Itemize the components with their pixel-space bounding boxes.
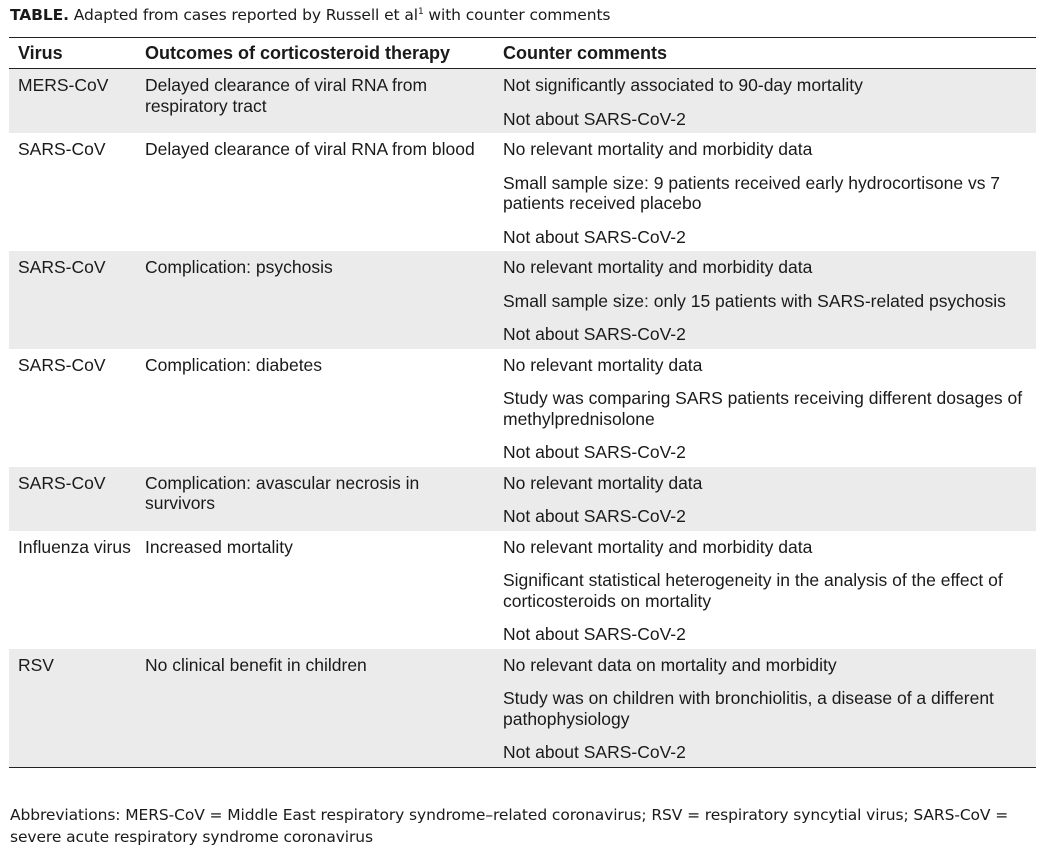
- comment-item: No relevant mortality and morbidity data: [503, 139, 813, 159]
- comment-item: Small sample size: only 15 patients with SARS-related psychosis: [503, 290, 1006, 311]
- comment-item: Not about SARS-CoV-2: [503, 506, 686, 526]
- table-row: [9, 467, 1036, 531]
- cell-outcome: Complication: psychosis: [145, 257, 333, 277]
- comment-item: Study was on children with bronchiolitis, a disease of a different pathophysiology: [503, 688, 994, 729]
- comment-item: No relevant mortality data: [503, 472, 703, 493]
- comment-item: Not about SARS-CoV-2: [503, 624, 686, 644]
- cell-virus: Influenza virus: [18, 536, 131, 557]
- cell-comments: [493, 467, 1036, 531]
- cell-virus: SARS-CoV: [18, 472, 106, 493]
- header-counter-comments: Counter comments: [503, 42, 668, 63]
- cell-virus: SARS-CoV: [18, 354, 106, 375]
- comment-item: No relevant mortality and morbidity data: [503, 536, 813, 557]
- cell-comments: [493, 133, 1036, 251]
- comment-item: Significant statistical heterogeneity in the analysis of the effect of corticosteroids on mortality: [503, 570, 1003, 611]
- comment-item: No relevant mortality data: [503, 354, 703, 375]
- comment-item: Not significantly associated to 90-day mortality: [503, 75, 863, 95]
- cell-comments: [493, 649, 1036, 767]
- data-table: [9, 37, 1036, 768]
- table-row: [9, 251, 1036, 349]
- cell-comments: [493, 349, 1036, 467]
- caption-label: TABLE.: [10, 6, 69, 24]
- table-row: [9, 69, 1036, 133]
- abbreviations-footnote: Abbreviations: MERS-CoV = Middle East respiratory syndrome–related coronavirus; RSV = respiratory syncytial virus; SARS-CoV = severe acute respiratory syndrome coronavirus: [10, 806, 1009, 846]
- comment-item: No relevant data on mortality and morbidity: [503, 654, 837, 675]
- cell-virus: MERS-CoV: [18, 75, 109, 95]
- table-row: [9, 349, 1036, 467]
- comment-item: Not about SARS-CoV-2: [503, 324, 686, 344]
- table-row: [9, 133, 1036, 251]
- cell-comments: [493, 251, 1036, 349]
- comment-item: Small sample size: 9 patients received early hydrocortisone vs 7 patients received placebo: [503, 172, 1001, 213]
- cell-virus: SARS-CoV: [18, 139, 106, 159]
- table-header: [9, 38, 1036, 69]
- caption-suffix: with counter comments: [423, 6, 611, 24]
- cell-outcome: Delayed clearance of viral RNA from blood: [145, 139, 475, 159]
- comment-item: Study was comparing SARS patients receiving different dosages of methylprednisolone: [503, 388, 1023, 429]
- caption-reference: 1: [417, 7, 424, 17]
- cell-comments: [493, 69, 1036, 133]
- comment-item: No relevant mortality and morbidity data: [503, 257, 813, 277]
- table-row: [9, 649, 1036, 767]
- comment-item: Not about SARS-CoV-2: [503, 442, 686, 462]
- cell-comments: [493, 531, 1036, 649]
- header-outcomes: Outcomes of corticosteroid therapy: [145, 42, 451, 63]
- header-virus: Virus: [18, 42, 63, 63]
- cell-virus: RSV: [18, 654, 54, 675]
- cell-virus: SARS-CoV: [18, 257, 106, 277]
- caption-text: Adapted from cases reported by Russell et al: [73, 6, 418, 24]
- table-row: [9, 531, 1036, 649]
- cell-outcome: Complication: avascular necrosis in survivors: [145, 472, 420, 513]
- comment-item: Not about SARS-CoV-2: [503, 226, 686, 247]
- comment-item: Not about SARS-CoV-2: [503, 742, 686, 762]
- cell-outcome: Increased mortality: [145, 536, 293, 557]
- cell-outcome: Delayed clearance of viral RNA from respiratory tract: [145, 75, 428, 116]
- comment-item: Not about SARS-CoV-2: [503, 108, 686, 129]
- table-caption: [10, 6, 610, 24]
- cell-outcome: Complication: diabetes: [145, 354, 323, 375]
- cell-outcome: No clinical benefit in children: [145, 654, 367, 675]
